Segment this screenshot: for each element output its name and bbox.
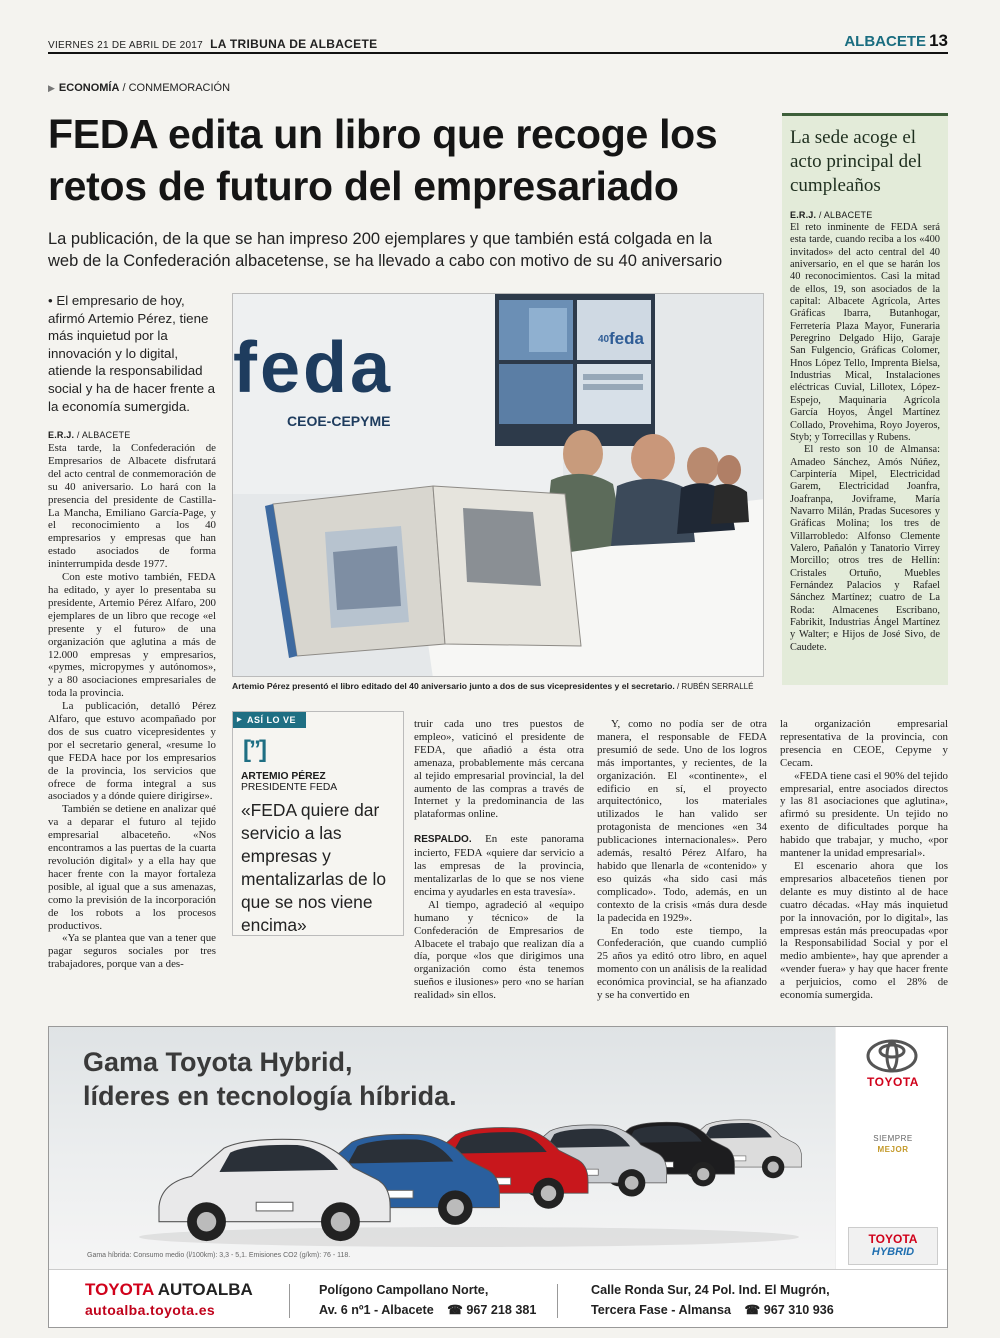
- address-line-2: Tercera Fase - Almansa: [591, 1303, 732, 1317]
- dealer-brand: TOYOTA: [85, 1280, 154, 1299]
- triangle-icon: ▶: [48, 83, 55, 93]
- badge-top: TOYOTA: [868, 1232, 918, 1246]
- byline-place: / ALBACETE: [74, 430, 131, 440]
- screen-logo: feda: [609, 329, 644, 348]
- quote-marks-icon: [”]: [243, 736, 265, 763]
- wall-logo: feda: [233, 328, 394, 408]
- byline-agency: E.R.J.: [48, 430, 75, 440]
- paragraph: Y, como no podía ser de otra manera, el responsable de FEDA presumió de sede. Uno de los logros más importantes, y recientes, de la organización. El «continente», el edificio en sí, el proyecto arquitectónico, los materiales utilizados le han valido ser protagonista de menciones «en 34 publicaciones internacionales». Pero además, resaltó Pérez Alfaro, ha habido que llenarla de «contenido» y eso quizás «ha sido casi más complicado». Todo, además, en un contexto de la crisis «más dura desde la padecida en 1929».: [597, 718, 767, 924]
- sidebar-box: [782, 113, 948, 685]
- subheading: RESPALDO.: [414, 834, 472, 846]
- byline-agency: E.R.J.: [790, 210, 817, 220]
- headline-line-2: retos de futuro del empresariado: [48, 163, 679, 209]
- section-name: ALBACETE: [844, 33, 926, 50]
- paragraph: truir cada uno tres puestos de empleo», vaticinó el presidente de FEDA, que añadió a ésta otra amenaza, probablemente más cercana al tejido empresarial provincial, la del aumento de las compras a través de Internet y la predominancia de las plataformas online.: [414, 718, 584, 821]
- subheadline: [48, 228, 768, 272]
- cars-illustration: [49, 1027, 835, 1269]
- ad-fine-print: Gama híbrida: Consumo medio (l/100km): 3,3 - 5,1. Emisiones CO2 (g/km): 76 - 118.: [87, 1252, 351, 1259]
- lead-paragraph: • El empresario de hoy, afirmó Artemio Pérez, tiene más inquietud por la innovación y lo digital, atiende la responsabilidad social y ha de hacer frente a la economía sumergida.: [48, 293, 216, 414]
- publication-name: LA TRIBUNA DE ALBACETE: [210, 37, 378, 51]
- date-text: VIERNES 21 DE ABRIL DE 2017: [48, 40, 204, 51]
- ad-hero: [49, 1027, 835, 1269]
- ground-shadow: [139, 1227, 799, 1247]
- quote-author-role: PRESIDENTE FEDA: [241, 782, 338, 793]
- headline: [48, 108, 768, 212]
- paragraph: El reto inminente de FEDA será esta tarde, cuando reciba a los «400 invitados» del acto central del 40 aniversario, en el que se harán los 40 reconocimientos. Casi la mitad de ellos, 19, son asociados de la capital: Albacete Agrícola, Artes Gráficas Ibarra, Butanhogar, Ferretería Plaza Mayor, Funeraria Peregrino Delgado Hijo, Garaje San Fulgencio, Gráficas Colomer, Hnos López Tello, Imprenta Bielsa, Industrias Mical, Instalaciones eléctricas Cuvial, Lillotex, López-Espejo, Maquinaria Agrícola García Hoyos, Ángel Martínez Collado, Provehima, Royo Joyeros, Styb; y Torrecillas y Rubens.: [790, 222, 940, 443]
- divider: [289, 1284, 290, 1318]
- phone-number: ☎ 967 310 936: [744, 1303, 834, 1317]
- photo-credit: / RUBÉN SERRALLÉ: [674, 682, 754, 691]
- paragraph: «FEDA tiene casi el 90% del tejido empresarial, entre asociados directos y las 81 asociaciones que aglutina», afirmó su presidente. Un tejido no exento de dificultades porque ha habido que trabajar, y mucho, «por mantener la unidad empresarial».: [780, 769, 948, 860]
- dealer-address-almansa: [591, 1280, 834, 1320]
- ad-dealer-bar: [49, 1269, 948, 1328]
- slogan-top: SIEMPRE: [873, 1134, 913, 1143]
- photo-illustration: [233, 294, 764, 677]
- dealer-label: AUTOALBA: [153, 1280, 253, 1299]
- screen-logo-number: 40: [598, 334, 610, 345]
- kicker-section: ECONOMÍA: [58, 82, 120, 94]
- headline-line-1: FEDA edita un libro que recoge los: [48, 111, 718, 157]
- dealer-name: [85, 1280, 253, 1300]
- section-kicker: [48, 82, 230, 94]
- article-byline: [48, 430, 130, 440]
- quote-tag: ▶ ASÍ LO VE: [233, 712, 306, 728]
- page-number: 13: [929, 31, 948, 50]
- toyota-logo-icon: [866, 1039, 918, 1073]
- paragraph: Esta tarde, la Confederación de Empresarios de Albacete disfrutará del acto central de conmemoración de su 40 aniversario. Lo hará con la presencia del presidente de Castilla-La Mancha, Emiliano García-Page, y el reconocimiento a los 40 empresarios y empresas que han estado asociados de forma ininterrumpida desde 1977.: [48, 442, 216, 571]
- toyota-advertisement: [48, 1026, 948, 1328]
- paragraph-text: En este panorama incierto, FEDA «quiere dar servicio a las empresas de la provincia, mentalizarlas de lo que se nos viene encima y ayudarles en esta travesía».: [414, 833, 584, 898]
- caption-text: Artemio Pérez presentó el libro editado del 40 aniversario junto a dos de sus vicepresidentes y el secretario.: [232, 681, 675, 691]
- quote-text: «FEDA quiere dar servicio a las empresas y mentalizarlas de lo que se nos viene encima»: [241, 800, 386, 935]
- phone-number: ☎ 967 218 381: [447, 1303, 537, 1317]
- issue-date: [48, 37, 377, 51]
- paragraph: «Ya se plantea que van a tener que pagar seguros sociales por tres trabajadores, porque van a des-: [48, 932, 216, 971]
- brand-wordmark: TOYOTA: [867, 1075, 919, 1089]
- subhead-line-1: La publicación, de la que se han impreso 200 ejemplares y que también está colgada en la: [48, 230, 713, 248]
- slogan-bottom: MEJOR: [877, 1145, 909, 1154]
- dealer-url: autoalba.toyota.es: [85, 1302, 216, 1318]
- toyota-hybrid-badge: [848, 1227, 938, 1265]
- dealer-address-albacete: [319, 1280, 536, 1320]
- quote-author-name: ARTEMIO PÉREZ: [241, 771, 326, 782]
- kicker-topic: CONMEMORACIÓN: [128, 82, 231, 94]
- quote-author: [241, 771, 337, 793]
- paragraph: Al tiempo, agradeció al «equipo humano y técnico» de la Confederación de Empresarios de Albacete el trabajo que realizan día a día, porque «los que dirigimos una organización como ésta tenemos sueños e ilusiones» pero «no se harían realidad» sin ellos.: [414, 898, 584, 1002]
- paragraph: El resto son 10 de Almansa: Amadeo Sánchez, Amós Núñez, Carpintería Mipel, Electricidad Garem, Electricidad Joanfra, Joafranpa, Joviframe, María Navarro Milán, Pradas Sucesores y Gráficas Molina; los tres de Villarrobledo: Alfonso Clemente Valero, Pañalón y Tanatorio Virrey Morcillo; otros tres de Hellín: Cristales Ortuño, Muebles Fernández Palacios y Rafael Sánchez Martínez; cuatro de La Roda: Almacenes Escribano, Fabrikit, Industrias Ángel Martínez y Walter; e Hijos de José Sivo, de Caudete.: [790, 444, 940, 653]
- article-column-4: [780, 718, 948, 1002]
- ad-title-line-2: líderes en tecnología híbrida.: [83, 1081, 457, 1111]
- paragraph: Con este motivo también, FEDA ha editado, y ayer lo presentaba su presidente, Artemio Pérez Alfaro, 200 ejemplares de un libro que recoge «el presente y el futuro» de una organización que aglutina a más de 12.000 empresas y empresarios, «pymes, micropymes y autónomos», y a 80 asociaciones empresariales de toda la provincia.: [48, 571, 216, 700]
- sidebar-body: [790, 222, 940, 654]
- page-header: [48, 32, 948, 54]
- article-column-3: [597, 718, 767, 1002]
- paragraph: la organización empresarial representativa de la provincia, con presencia en CEOE, Cepyme y Cecam.: [780, 718, 948, 769]
- article-column-1: [48, 442, 216, 971]
- paragraph: También se detiene en analizar qué va a deparar el futuro al tejido empresarial albaceteño. «Nos encontramos a las puertas de la cuarta revolución digital» y a ella hay que hacer frente con la mayor fortaleza posible, al igual que a sus amenazas, como la previsión de la incorporación de los robots a los procesos productivos.: [48, 803, 216, 932]
- sidebar-byline: [790, 210, 940, 220]
- paragraph: La publicación, detalló Pérez Alfaro, que estuvo acompañado por dos de sus cuatro vicepresidentes y por el secretario general, «resume lo que FEDA hace por los empresarios de la provincia, los servicios que ofrece de forma integral a sus asociados y a dónde quiere dirigirse».: [48, 700, 216, 803]
- wall-logo-subtitle: CEOE-CEPYME: [287, 413, 391, 429]
- byline-place: / ALBACETE: [816, 210, 873, 220]
- paragraph: [414, 833, 584, 899]
- paragraph: En todo este tiempo, la Confederación, que cuando cumplió 25 años ya editó otro libro, en aquel momento con un análisis de la realidad económica provincial, se ha afianzado y se ha convertido en: [597, 924, 767, 1002]
- address-line-2: Av. 6 nº1 - Albacete: [319, 1303, 434, 1317]
- ad-slogan: [836, 1133, 948, 1155]
- badge-bottom: HYBRID: [871, 1246, 915, 1258]
- paragraph: El escenario ahora que los empresarios albaceteños tienen por delante es muy distinto al de hace cuatro décadas. «Hay más inquietud por la innovación, por lo digital», las empresas están más preocupadas «por la Responsabilidad Social y por el medio ambiente», hay que aprender a «vender fuera» y hay que hacer frente a perjuicios, como el 28% de economía sumergida.: [780, 859, 948, 1002]
- subhead-line-2: web de la Confederación albacetense, se ha llevado a cabo con motivo de su 40 aniversario: [48, 252, 723, 270]
- photo-caption: [232, 681, 772, 691]
- press-conference-photo: [232, 293, 764, 677]
- address-line-1: Calle Ronda Sur, 24 Pol. Ind. El Mugrón,: [591, 1283, 830, 1297]
- address-line-1: Polígono Campollano Norte,: [319, 1283, 489, 1297]
- sidebar-title: La sede acoge el acto principal del cumpleaños: [790, 127, 922, 196]
- ad-brand-panel: [835, 1027, 948, 1269]
- article-column-2: [414, 718, 584, 1002]
- ad-title-line-1: Gama Toyota Hybrid,: [83, 1047, 353, 1077]
- kicker-separator: /: [119, 82, 129, 94]
- divider: [557, 1284, 558, 1318]
- pull-quote-box: [232, 711, 404, 936]
